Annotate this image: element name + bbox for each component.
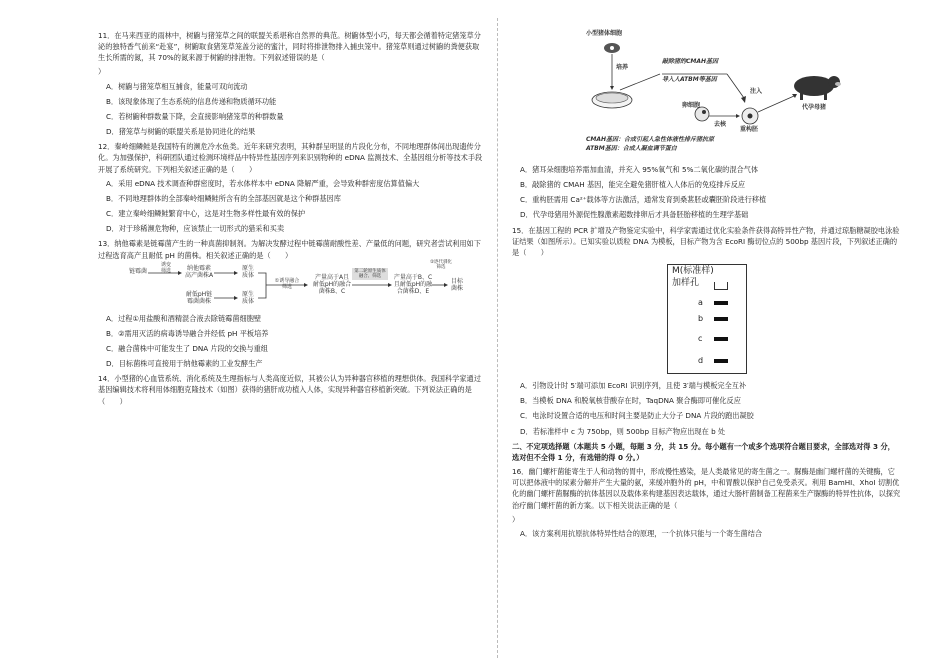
q11-option-b: B．该现象体现了生态系统的信息传递和物质循环功能 bbox=[106, 96, 277, 106]
q14-enucleate-label: 去核 bbox=[714, 121, 727, 128]
q15-option-b: B．当模板 DNA 和脱氧核苷酸存在时，TaqDNA 聚合酶即可催化反应 bbox=[520, 396, 741, 406]
q11-option-a: A．树鼩与猪笼草相互捕食，能量可双向流动 bbox=[106, 81, 248, 91]
q15-option-a: A．引物设计时 5′端可添加 EcoRI 识别序列，且使 3′端与模板完全互补 bbox=[520, 381, 747, 391]
question-13 bbox=[98, 238, 483, 369]
q11-paren: ） bbox=[98, 67, 106, 77]
question-16 bbox=[512, 466, 902, 539]
left-column bbox=[98, 30, 483, 410]
gel-band-d-label: d bbox=[698, 356, 704, 366]
q14-edit2-label: 导入人ATBM等基因 bbox=[662, 76, 717, 83]
q14-surrogate-label: 代孕母猪 bbox=[802, 104, 827, 111]
culture-dish-icon bbox=[592, 92, 632, 108]
pig-cell-icon bbox=[604, 43, 620, 53]
q13-node-protoplast-1: 原生 质体 bbox=[241, 264, 254, 279]
q12-option-c: C．建立秦岭细鳞鲑繁育中心，这是对生物多样性最有效的保护 bbox=[106, 209, 306, 219]
q14-cloning-graphics bbox=[512, 24, 902, 154]
q16-stem: 16．幽门螺杆菌能寄生于人和动物的胃中，形成慢性感染，是人类最常见的寄生菌之一。脲酶是幽门螺杆菌的关键酶，它可以把体液中的尿素分解并产生大量的氨，来缓冲胞外的 pH，中和胃酸以保护自己免受杀灭。利用 BamHI、XhoI 切割优化的幽门螺杆菌脲酶的抗体基因以及载体来构建基因表达载体，通过大肠杆菌制备工程菌来生产脲酶的特异性抗体，以探究治疗幽门螺杆菌的新方案。以下相关说法正确的是（ bbox=[512, 467, 901, 510]
q12-stem: 12．秦岭细鳞鲑是我国特有的濒危冷水鱼类。近年来研究表明，其种群呈明显的片段化分布，不同地理群体间出现遗传分化。为加强保护，科研团队通过检测环境样品中特异性基因序列来识别物种的 eDNA 监测技术、全基因组分析等技术手段开展了系统研究。下列相关叙述正确的是（ ） bbox=[98, 142, 483, 174]
gel-band-a bbox=[714, 301, 728, 305]
q13-node-low-ph-strain: 耐低pH链 霉菌菌株 bbox=[185, 290, 213, 305]
q15-gel-image bbox=[667, 264, 747, 374]
q14-option-d: D．代孕母猪用外源促性腺激素超数排卵后才具备胚胎移植的生理学基础 bbox=[520, 210, 749, 220]
q13-flow-diagram bbox=[126, 259, 466, 308]
gel-band-c-label: c bbox=[698, 334, 703, 344]
q16-option-a: A．该方案利用抗原抗体特异性结合的原理，一个抗体只能与一个寄生菌结合 bbox=[520, 528, 763, 538]
right-column bbox=[512, 24, 902, 543]
q14-note-atbm: ATBM基因：合成人凝血调节蛋白 bbox=[586, 145, 677, 152]
question-12 bbox=[98, 141, 483, 234]
q11-option-c: C．若树鼩种群数量下降，会直接影响猪笼草的种群数量 bbox=[106, 111, 284, 121]
q13-stem: 13．纳他霉素是链霉菌产生的一种真菌抑制剂。为解决发酵过程中链霉菌耐酸性差、产量低的问题，研究者尝试利用如下过程选育高产且耐低 pH 的菌株。相关叙述正确的是（ ） bbox=[98, 239, 481, 260]
q15-stem: 15．在基因工程的 PCR 扩增及产物鉴定实验中，科学家需通过优化实验条件获得高特异性产物，并通过琼脂糖凝胶电泳验证结果（如图所示）。已知实验以质粒 DNA 为模板，目标产物为含 EcoRI 酶切位点的 500bp 基因片段，下列叙述正确的是（ ） bbox=[512, 225, 900, 257]
q14-embryo-label: 重构胚 bbox=[740, 126, 759, 133]
q14-cloning-diagram bbox=[512, 24, 902, 154]
question-15 bbox=[512, 225, 902, 437]
gel-band-c bbox=[714, 337, 728, 341]
q12-option-d: D．对于珍稀濒危物种，应该禁止一切形式的猎采和买卖 bbox=[106, 224, 285, 234]
q13-option-d: D．目标菌株可直接用于纳他霉素的工业发酵生产 bbox=[106, 359, 263, 369]
q13-node-fusion-de: 产量高于B、C 且耐低pH的融 合菌株D、E bbox=[393, 273, 433, 296]
q11-option-d: D．猪笼草与树鼩的联盟关系是协同进化的结果 bbox=[106, 127, 256, 137]
q14-option-a: A．猪耳朵细胞培养需加血清，并充入 95%氧气和 5%二氧化碳的混合气体 bbox=[520, 165, 759, 174]
section-2-heading: 二、不定项选择题（本题共 5 小题，每题 3 分，共 15 分。每小题有一个或多个选项符合题目要求，全部选对得 3 分，选对但不全得 1 分，有选错的得 0 分。） bbox=[512, 441, 895, 462]
gel-band-a-label: a bbox=[698, 298, 703, 308]
gel-header: M(标准样) bbox=[672, 266, 714, 277]
q13-node-fusion-bc: 产量高于A且 耐低pH的融合 菌株B、C bbox=[312, 273, 352, 296]
gel-band-b bbox=[714, 317, 728, 321]
q13-node-streptomyces: 链霉菌 bbox=[128, 267, 147, 275]
q14-culture-label: 培养 bbox=[616, 64, 629, 71]
q14-option-b: B．敲除猪的 CMAH 基因，能完全避免猪肝植入人体后的免疫排斥反应 bbox=[520, 180, 746, 190]
gel-well-slot bbox=[714, 282, 728, 290]
q14-oocyte-label: 卵细胞 bbox=[682, 102, 701, 109]
column-divider bbox=[497, 18, 498, 658]
q13-arrow-mutagen: 诱变 筛选 bbox=[160, 261, 171, 274]
q15-option-d: D．若标准样中 c 为 750bp，则 500bp 目标产物应出现在 b 处 bbox=[520, 426, 726, 436]
q12-option-b: B．不同地理群体的全部秦岭细鳞鲑所含有的全部基因就是这个种群基因库 bbox=[106, 193, 341, 203]
q15-option-c: C．电泳时设置合适的电压和时间主要是防止大分子 DNA 片段的跑出凝胶 bbox=[520, 411, 754, 421]
surrogate-pig-icon bbox=[794, 76, 841, 100]
q14-note-cmah: CMAH基因：合成引起人急性体液性排斥猪抗原 bbox=[586, 136, 715, 143]
question-11 bbox=[98, 30, 483, 137]
gel-band-b-label: b bbox=[698, 314, 704, 324]
q11-stem: 11．在马来西亚的雨林中，树鼩与猪笼草之间的联盟关系堪称自然界的典范。树鼩体型小巧，每天都会循着特定猪笼草分泌的独特香气前来“赴宴”，树鼩取食猪笼草笼盖分泌的蜜汁，同时将排泄物排入捕虫笼中。猪笼草则通过树鼩的粪便获取生长所需的氮，其 70%的氮来源于树鼩的排泄物。下列叙述错误的是（ bbox=[98, 31, 481, 63]
q13-arrow-domestication: ②逐代驯化 筛选 bbox=[429, 259, 453, 271]
q13-node-high-strain: 纳他霉素 高产菌株A bbox=[184, 264, 214, 279]
q13-node-target: 目标 菌株 bbox=[450, 277, 463, 292]
question-14 bbox=[98, 373, 483, 406]
gel-band-d bbox=[714, 359, 728, 363]
q13-option-b: B．②需用灭活的病毒诱导融合并经低 pH 平板培养 bbox=[106, 328, 269, 338]
q14-stem: 14．小型猪的心血管系统、消化系统及生理指标与人类高度近似，其被公认为异种器官移植的理想供体。我国科学家通过基因编辑技术将利用体细胞克隆技术（如图）获得的猪肝成功植入人体，实现异种器官移植新突破。下列说法正确的是（ ） bbox=[98, 374, 481, 406]
q16-paren: ） bbox=[512, 514, 520, 524]
q14-option-c: C．重构胚需用 Ca²⁺载体等方法激活，通常发育到桑葚胚或囊胚阶段进行移植 bbox=[520, 195, 767, 205]
q13-option-c: C．融合菌株中可能发生了 DNA 片段的交换与重组 bbox=[106, 343, 268, 353]
q14-options bbox=[512, 164, 902, 221]
q13-arrow-second-fusion: 第二轮原生质体 融合、筛选 bbox=[354, 268, 386, 280]
q12-option-a: A．采用 eDNA 技术调查种群密度时，若水体样本中 eDNA 降解严重，会导致种群密度估算值偏大 bbox=[106, 178, 420, 188]
reconstructed-embryo-icon bbox=[742, 108, 758, 124]
q13-option-a: A．过程①用盐酸和酒精混合液去除链霉菌细胞壁 bbox=[106, 313, 262, 323]
q14-inject-label: 注入 bbox=[750, 88, 763, 95]
gel-wells-label: 加样孔 bbox=[672, 278, 700, 289]
q13-arrow-fusion: ①诱导融合 筛选 bbox=[274, 277, 300, 290]
q14-edit1-label: 敲除猪的CMAH基因 bbox=[662, 58, 719, 65]
q14-cell-label: 小型猪体细胞 bbox=[586, 30, 623, 37]
q13-node-protoplast-2: 原生 质体 bbox=[241, 290, 254, 305]
